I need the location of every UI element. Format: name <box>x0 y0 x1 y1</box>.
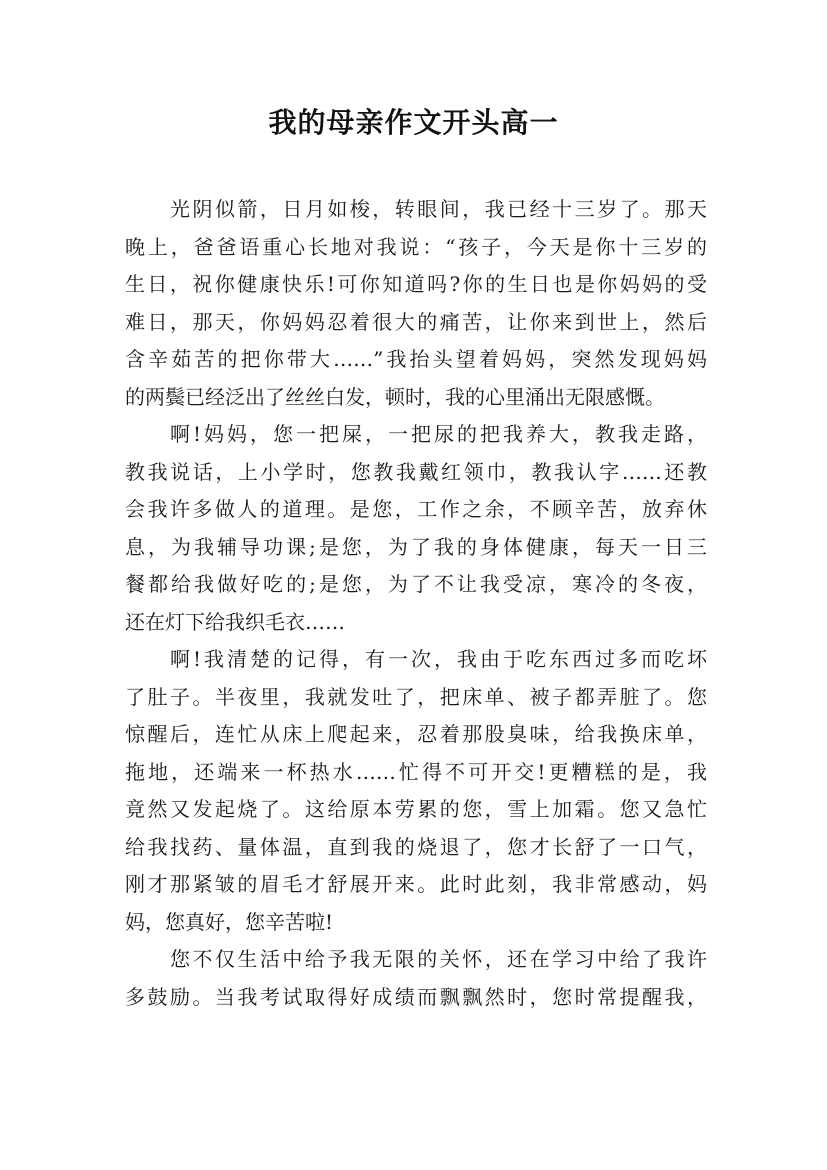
paragraph-1 <box>125 191 707 416</box>
text-line: 多鼓励。当我考试取得好成绩而飘飘然时，您时常提醒我， <box>125 984 707 1009</box>
text-line: 您不仅生活中给予我无限的关怀，还在学习中给了我许 <box>170 947 707 971</box>
text-line: 刚才那紧皱的眉毛才舒展开来。此时此刻，我非常感动，妈 <box>125 872 707 896</box>
text-line: 妈，您真好，您辛苦啦! <box>125 909 334 934</box>
text-line: 会我许多做人的道理。是您，工作之余，不顾辛苦，放弃休 <box>125 497 707 521</box>
text-line: 了肚子。半夜里，我就发吐了，把床单、被子都弄脏了。您 <box>125 684 707 709</box>
text-line: 的两鬓已经泛出了丝丝白发，顿时，我的心里涌出无限感慨。 <box>125 384 665 409</box>
paragraph-2 <box>125 416 707 641</box>
text-line: 息，为我辅导功课;是您，为了我的身体健康，每天一日三 <box>125 534 707 559</box>
text-line: 竟然又发起烧了。这给原本劳累的您，雪上加霜。您又急忙 <box>125 797 707 821</box>
text-line: 晚上，爸爸语重心长地对我说：“孩子，今天是你十三岁的 <box>125 234 707 259</box>
text-line: 拖地，还端来一杯热水……忙得不可开交!更糟糕的是，我 <box>125 759 707 784</box>
text-line: 还在灯下给我织毛衣…… <box>125 609 345 634</box>
text-line: 生日，祝你健康快乐!可你知道吗?你的生日也是你妈妈的受 <box>125 272 707 296</box>
paragraph-3 <box>125 641 707 941</box>
text-line: 难日，那天，你妈妈忍着很大的痛苦，让你来到世上，然后 <box>125 309 707 334</box>
text-line: 教我说话，上小学时，您教我戴红领巾，教我认字……还教 <box>125 459 707 484</box>
paragraph-4 <box>125 941 707 1016</box>
text-line: 啊!我清楚的记得，有一次，我由于吃东西过多而吃坏 <box>170 647 707 671</box>
text-line: 餐都给我做好吃的;是您，为了不让我受凉，寒冷的冬夜， <box>125 572 707 596</box>
text-line: 含辛茹苦的把你带大……”我抬头望着妈妈，突然发现妈妈 <box>125 347 707 371</box>
text-line: 啊!妈妈，您一把屎，一把尿的把我养大，教我走路， <box>170 422 707 446</box>
text-line: 惊醒后，连忙从床上爬起来，忍着那股臭味，给我换床单， <box>125 722 707 746</box>
article-body <box>125 191 707 1016</box>
text-line: 给我找药、量体温，直到我的烧退了，您才长舒了一口气， <box>125 834 707 859</box>
text-line: 光阴似箭，日月如梭，转眼间，我已经十三岁了。那天 <box>170 197 707 221</box>
page-title: 我的母亲作文开头高一 <box>268 106 559 139</box>
